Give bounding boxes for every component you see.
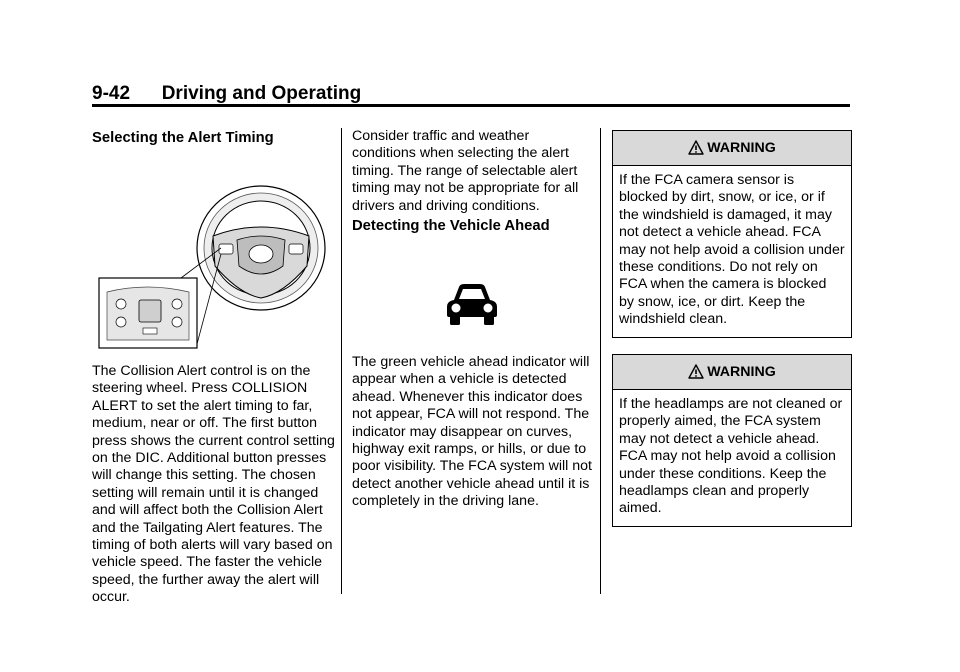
section-heading-alert-timing: Selecting the Alert Timing	[92, 130, 274, 146]
section-heading-vehicle-ahead: Detecting the Vehicle Ahead	[352, 218, 550, 234]
header-rule	[92, 104, 850, 107]
traffic-conditions-paragraph: Consider traffic and weather conditions when selecting the alert timing. The range of selectable alert timing may not be appropriate for all drivers and driving conditions.	[352, 128, 579, 214]
page-header	[92, 82, 850, 106]
warning-box-camera	[612, 130, 852, 338]
alert-timing-paragraph: The Collision Alert control is on the steering wheel. Press COLLISION ALERT to set the alert timing to far, medium, near or off. The first button press shows the current control setting on the DIC. Additional button presses will change this setting. The chosen setting will remain until it is changed and will affect both the Collision Alert and the Tailgating Alert features. The timing of both alerts will vary based on vehicle speed. The faster the vehicle speed, the further away the alert will occur.	[92, 363, 335, 606]
warning-text-headlamps: If the headlamps are not cleaned or properly aimed, the FCA system may not detect a vehicle ahead. FCA may not help avoid a collision under these conditions. Keep the headlamps clean and properly aimed.	[619, 396, 843, 517]
column-divider-right	[600, 128, 601, 594]
warning-label: WARNING	[707, 364, 776, 380]
warning-box-headlamps	[612, 354, 852, 527]
column-divider-left	[341, 128, 342, 594]
warning-triangle-icon	[688, 140, 704, 156]
steering-wheel-illustration	[97, 166, 332, 351]
warning-header	[613, 355, 851, 390]
warning-header	[613, 131, 851, 166]
warning-text-camera: If the FCA camera sensor is blocked by dirt, snow, or ice, or if the windshield is damaged, it may not detect a vehicle ahead. FCA may not help avoid a collision under these conditions. Do not rely on FCA when the camera is blocked by snow, ice, or dirt. Keep the windshield clean.	[619, 172, 845, 328]
vehicle-ahead-indicator-icon	[442, 280, 502, 326]
page-header-title: 9-42 Driving and Operating	[92, 83, 362, 104]
warning-label: WARNING	[707, 140, 776, 156]
warning-triangle-icon	[688, 364, 704, 380]
vehicle-ahead-paragraph: The green vehicle ahead indicator will appear when a vehicle is detected ahead. Whenever this indicator does not appear, FCA will not respond. The indicator may disappear on curves, highway exit ramps, or hills, or due to poor visibility. The FCA system will not detect another vehicle ahead until it is completely in the driving lane.	[352, 354, 592, 510]
